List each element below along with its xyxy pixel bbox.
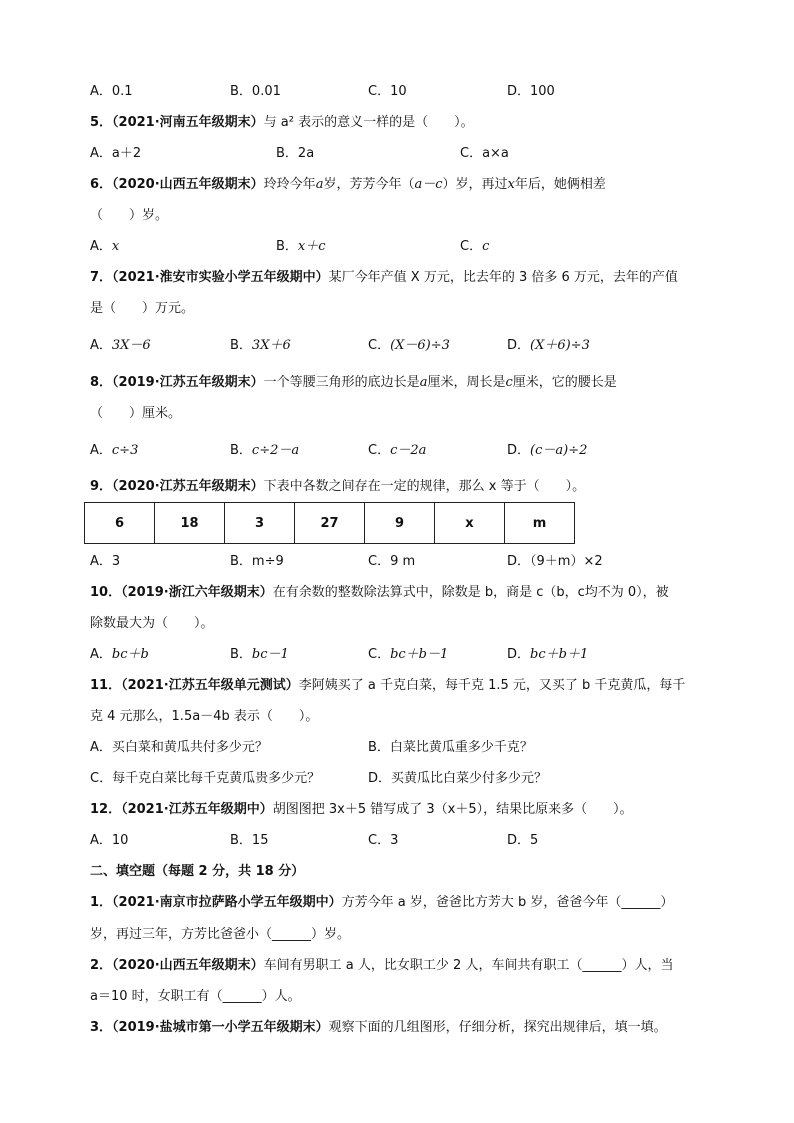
- q5-option-a: A．a＋2: [90, 146, 142, 161]
- q8-option-c-math: c－2a: [390, 443, 427, 458]
- q10-option-b-letter: B．: [230, 647, 252, 662]
- q6-option-a-math: x: [111, 239, 120, 254]
- q8-option-d-letter: D．: [507, 443, 531, 458]
- table-cell: x: [435, 503, 505, 544]
- table-cell: 27: [295, 503, 365, 544]
- q6-stem-line2: （ ）岁。: [90, 208, 169, 223]
- q6-stem: [90, 176, 606, 194]
- q11-number: 11．: [90, 678, 122, 693]
- q12-source: （2021·江苏五年级期中）: [121, 802, 273, 817]
- q7-option-c: [368, 337, 450, 355]
- q8-option-b-math: c÷2－a: [251, 443, 300, 458]
- q4-option-a: A．0.1: [90, 84, 133, 99]
- q9-option-c: C．9 m: [368, 554, 416, 569]
- q9-stem: [90, 478, 585, 496]
- q10-number: 10．: [90, 585, 122, 600]
- q6-text-3: ）岁，再过: [442, 177, 508, 192]
- q9-option-b: B．m÷9: [230, 554, 284, 569]
- q6-option-c-math: c: [482, 239, 490, 254]
- q12-stem: [90, 801, 633, 819]
- q11-option-d: D．买黄瓜比白菜少付多少元？: [368, 771, 548, 786]
- q12-option-d: D．5: [507, 833, 539, 848]
- q7-option-c-math: (X－6)÷3: [390, 338, 450, 353]
- f1-stem-line2: 岁，再过三年，方芳比爸爸小（______）岁。: [90, 927, 351, 942]
- q10-option-a: [90, 646, 149, 664]
- q12-text: 胡图图把 3x＋5 错写成了 3（x＋5），结果比原来多（ ）。: [272, 802, 633, 817]
- q7-option-a-math: 3X－6: [111, 338, 151, 353]
- q10-option-a-math: bc＋b: [111, 647, 149, 662]
- q5-number: 5．: [90, 115, 113, 130]
- q10-option-c-math: bc＋b－1: [390, 647, 449, 662]
- q11-option-a: A．买白菜和黄瓜共付多少元？: [90, 740, 268, 755]
- q10-text: 在有余数的整数除法算式中，除数是 b，商是 c（b，c均不为 0），被: [272, 585, 669, 600]
- f1-stem: [90, 894, 673, 912]
- q8-option-b-letter: B．: [230, 443, 252, 458]
- q8-option-d: [507, 442, 587, 460]
- q7-option-d-math: (X＋6)÷3: [530, 338, 590, 353]
- q6-option-c: [460, 238, 489, 256]
- q10-option-b-math: bc－1: [251, 647, 289, 662]
- q6-text-1: 玲玲今年: [263, 177, 316, 192]
- f3-number: 3．: [90, 1020, 113, 1035]
- q11-option-c: C．每千克白菜比每千克黄瓜贵多少元？: [90, 771, 321, 786]
- q6-text-4: 年后，她俩相差: [514, 177, 606, 192]
- f3-stem: [90, 1019, 667, 1037]
- q8-option-d-math: (c－a)÷2: [530, 443, 588, 458]
- q5-option-c: C．a×a: [460, 146, 509, 161]
- f1-source: （2021·南京市拉萨路小学五年级期中）: [112, 895, 342, 910]
- q8-number: 8．: [90, 375, 113, 390]
- q8-text-2: 厘米，周长是: [427, 375, 506, 390]
- q6-var-x: x: [507, 177, 515, 192]
- q10-option-b: [230, 646, 289, 664]
- q8-option-c-letter: C．: [368, 443, 391, 458]
- q8-var-c: c: [505, 375, 513, 390]
- q7-option-d: [507, 337, 590, 355]
- q7-option-a-letter: A．: [90, 338, 112, 353]
- table-cell: 6: [85, 503, 155, 544]
- q5-source: （2021·河南五年级期末）: [112, 115, 264, 130]
- q9-option-d: D．（9＋m）×2: [507, 554, 603, 569]
- q8-option-a-letter: A．: [90, 443, 112, 458]
- f1-number: 1．: [90, 895, 113, 910]
- q12-option-a: A．10: [90, 833, 129, 848]
- q5-stem: [90, 114, 474, 132]
- f3-source: （2019·盐城市第一小学五年级期末）: [112, 1020, 329, 1035]
- q10-option-c-letter: C．: [368, 647, 391, 662]
- q12-option-b: B．15: [230, 833, 269, 848]
- table-cell: 3: [225, 503, 295, 544]
- q11-stem-line2: 克 4 元那么，1.5a－4b 表示（ ）。: [90, 709, 319, 724]
- q10-option-d-math: bc＋b＋1: [530, 647, 589, 662]
- q11-source: （2021·江苏五年级单元测试）: [121, 678, 299, 693]
- table-cell: 9: [365, 503, 435, 544]
- q8-stem-line2: （ ）厘米。: [90, 406, 182, 421]
- q7-stem-line2: 是（ ）万元。: [90, 301, 195, 316]
- q7-option-c-letter: C．: [368, 338, 391, 353]
- q10-option-c: [368, 646, 448, 664]
- q6-var-a: a: [315, 177, 324, 192]
- q9-sequence-table: [84, 502, 575, 544]
- q4-option-c: C．10: [368, 84, 407, 99]
- q8-source: （2019·江苏五年级期末）: [112, 375, 264, 390]
- q10-option-d: [507, 646, 588, 664]
- q11-option-b: B．白菜比黄瓜重多少千克？: [368, 740, 533, 755]
- q9-source: （2020·江苏五年级期末）: [112, 479, 264, 494]
- q7-source: （2021·淮安市实验小学五年级期中）: [112, 270, 329, 285]
- q7-text: 某厂今年产值 X 万元，比去年的 3 倍多 6 万元，去年的产值: [328, 270, 678, 285]
- q8-option-a-math: c÷3: [111, 443, 139, 458]
- q10-option-a-letter: A．: [90, 647, 112, 662]
- q9-number: 9．: [90, 479, 113, 494]
- q7-option-b-letter: B．: [230, 338, 252, 353]
- q5-text: 与 a² 表示的意义一样的是（ ）。: [263, 115, 474, 130]
- q6-number: 6．: [90, 177, 113, 192]
- q10-option-d-letter: D．: [507, 647, 531, 662]
- q6-option-b-math: x＋c: [297, 239, 326, 254]
- q11-text: 李阿姨买了 a 千克白菜，每千克 1.5 元，又买了 b 千克黄瓜，每千: [298, 678, 686, 693]
- q9-text: 下表中各数之间存在一定的规律，那么 x 等于（ ）。: [263, 479, 586, 494]
- f2-stem: [90, 957, 673, 975]
- q6-var-a-minus-c: a－c: [414, 177, 443, 192]
- q7-option-a: [90, 337, 151, 355]
- q5-option-b: B．2a: [276, 146, 315, 161]
- q4-option-b: B．0.01: [230, 84, 281, 99]
- q7-option-b-math: 3X＋6: [251, 338, 291, 353]
- q6-option-b: [276, 238, 326, 256]
- q8-option-b: [230, 442, 299, 460]
- q6-option-b-letter: B．: [276, 239, 298, 254]
- q4-option-d: D．100: [507, 84, 555, 99]
- q8-option-c: [368, 442, 426, 460]
- q7-option-b: [230, 337, 291, 355]
- q8-text-3: 厘米，它的腰长是: [512, 375, 617, 390]
- q10-source: （2019·浙江六年级期末）: [121, 585, 273, 600]
- q7-option-d-letter: D．: [507, 338, 531, 353]
- section-title: 二、填空题（每题 2 分，共 18 分）: [90, 864, 305, 879]
- f2-source: （2020·山西五年级期末）: [112, 958, 264, 973]
- q6-option-a: [90, 238, 119, 256]
- q8-option-a: [90, 442, 138, 460]
- f2-text: 车间有男职工 a 人，比女职工少 2 人，车间共有职工（______）人，当: [263, 958, 674, 973]
- q7-stem: [90, 269, 678, 287]
- table-cell: 18: [155, 503, 225, 544]
- q10-stem-line2: 除数最大为（ ）。: [90, 616, 214, 631]
- q10-stem: [90, 584, 669, 602]
- table-row: [85, 503, 575, 544]
- f2-number: 2．: [90, 958, 113, 973]
- f1-text: 方芳今年 a 岁，爸爸比方芳大 b 岁，爸爸今年（______）: [341, 895, 674, 910]
- table-cell: m: [505, 503, 575, 544]
- q6-source: （2020·山西五年级期末）: [112, 177, 264, 192]
- q8-var-a: a: [419, 375, 428, 390]
- q7-number: 7．: [90, 270, 113, 285]
- q8-text-1: 一个等腰三角形的底边长是: [263, 375, 420, 390]
- q9-option-a: A．3: [90, 554, 121, 569]
- f2-stem-line2: a＝10 时，女职工有（______）人。: [90, 989, 301, 1004]
- q11-stem: [90, 677, 685, 695]
- q12-option-c: C．3: [368, 833, 399, 848]
- f3-text: 观察下面的几组图形，仔细分析，探究出规律后，填一填。: [328, 1020, 667, 1035]
- q6-text-2: 岁，芳芳今年（: [323, 177, 415, 192]
- q12-number: 12．: [90, 802, 122, 817]
- q6-option-c-letter: C．: [460, 239, 483, 254]
- q8-stem: [90, 374, 617, 392]
- q6-option-a-letter: A．: [90, 239, 112, 254]
